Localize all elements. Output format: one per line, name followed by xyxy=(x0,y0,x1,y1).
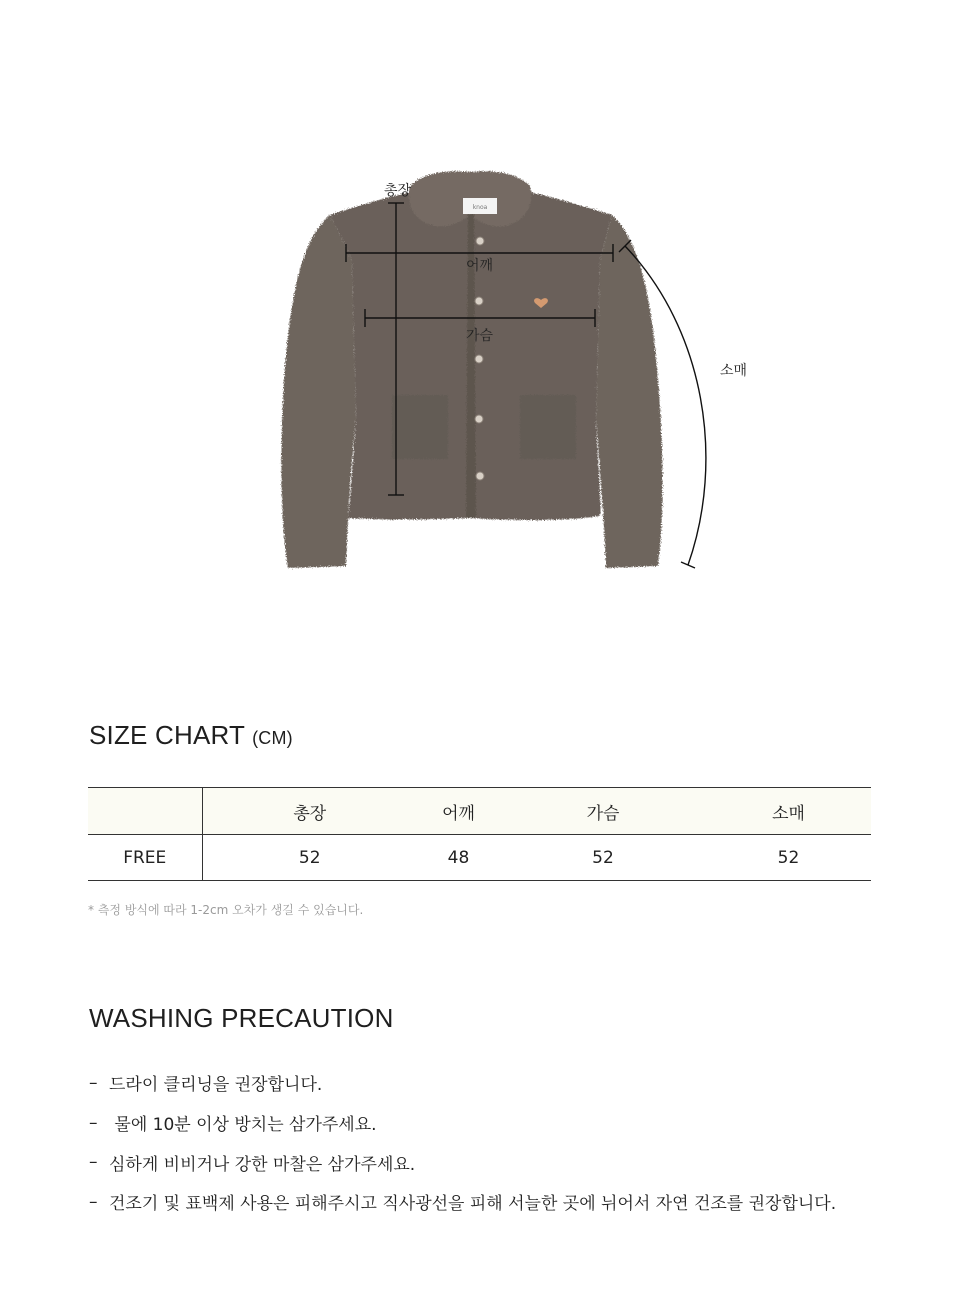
washing-item-text: 드라이 클리닝을 권장합니다. xyxy=(109,1075,323,1096)
size-chart-title-text: SIZE CHART xyxy=(89,720,245,750)
chest-label: 가슴 xyxy=(466,328,494,344)
list-item xyxy=(89,1103,836,1143)
shoulder-value: 48 xyxy=(447,847,470,868)
dash-bullet: – xyxy=(89,1072,98,1093)
header-chest: 가슴 xyxy=(586,803,620,824)
header-sleeve: 소매 xyxy=(772,803,805,824)
table-row xyxy=(88,835,871,881)
washing-title: WASHING PRECAUTION xyxy=(89,1003,394,1033)
washing-item-text: 심하게 비비거나 강한 마찰은 삼가주세요. xyxy=(109,1154,416,1175)
size-table xyxy=(88,787,871,881)
jacket-illustration xyxy=(0,0,960,620)
size-chart-unit: (CM) xyxy=(252,728,293,748)
shoulder-label: 어깨 xyxy=(466,258,494,274)
jacket-shape xyxy=(281,171,662,568)
measurement-figure xyxy=(0,0,960,620)
header-shoulder: 어깨 xyxy=(442,803,475,824)
dash-bullet: – xyxy=(89,1191,98,1212)
washing-item-text: 물에 10분 이상 방치는 삼가주세요. xyxy=(109,1115,377,1136)
chest-value: 52 xyxy=(592,847,614,868)
header-empty xyxy=(88,788,202,835)
measurement-note: * 측정 방식에 따라 1-2cm 오차가 생길 수 있습니다. xyxy=(88,903,364,917)
length-value: 52 xyxy=(298,847,321,868)
size-cell: FREE xyxy=(88,835,202,881)
size-chart-title xyxy=(89,720,293,751)
sleeve-label: 소매 xyxy=(720,363,748,379)
list-item xyxy=(89,1182,836,1222)
list-item xyxy=(89,1142,836,1182)
brand-tag-text: knoa xyxy=(472,204,488,211)
washing-list xyxy=(89,1063,836,1222)
header-length: 총장 xyxy=(293,803,327,824)
washing-item-text: 건조기 및 표백제 사용은 피해주시고 직사광선을 피해 서늘한 곳에 뉘어서 자연 건조를 권장합니다. xyxy=(109,1194,837,1215)
sleeve-value: 52 xyxy=(777,847,800,868)
size-table-header-row xyxy=(88,788,871,835)
dash-bullet: – xyxy=(89,1152,98,1173)
dash-bullet: – xyxy=(89,1112,98,1133)
length-label: 총장 xyxy=(384,183,412,199)
list-item xyxy=(89,1063,836,1103)
